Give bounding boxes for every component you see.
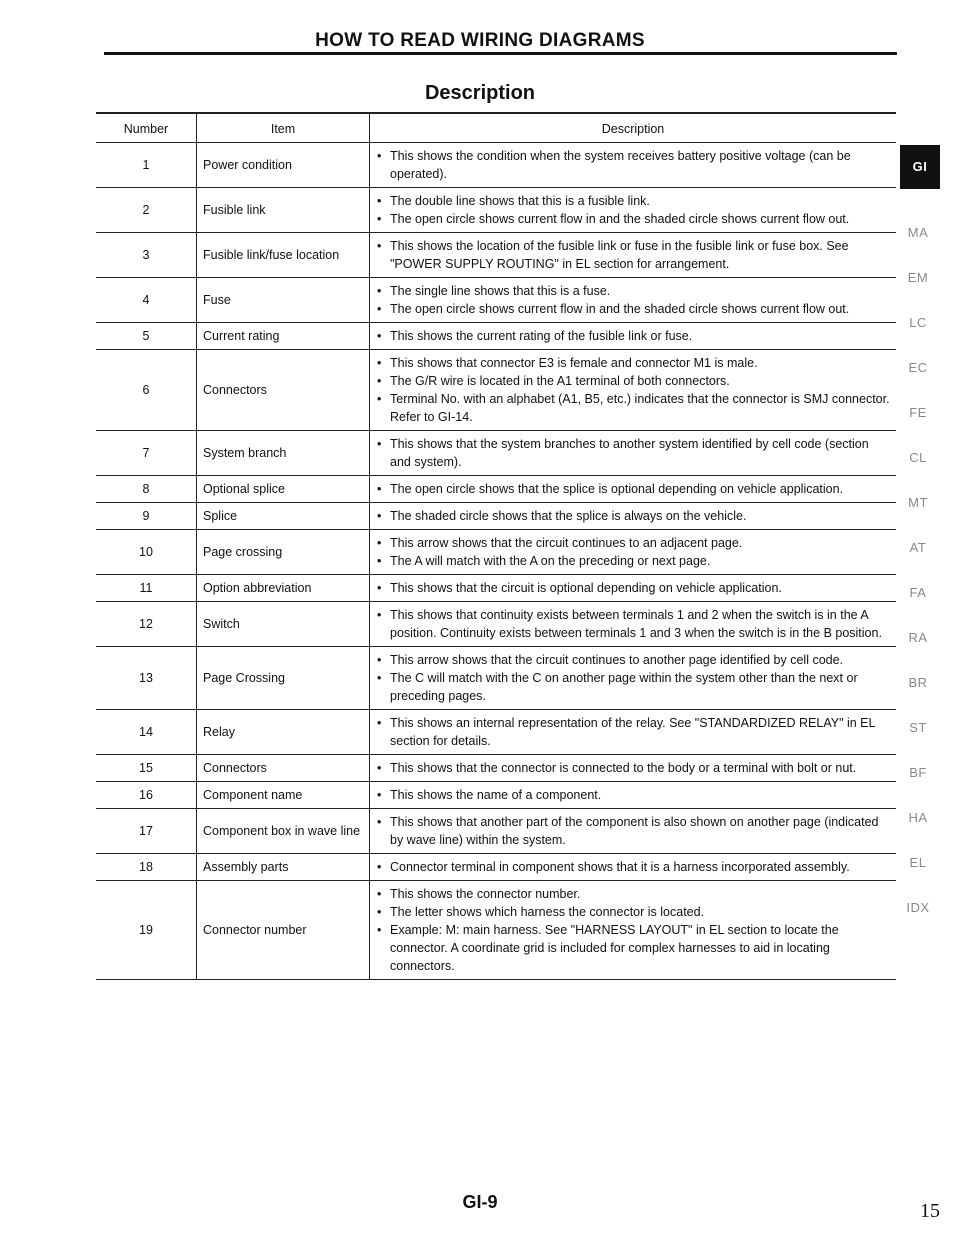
row-number: 10: [96, 530, 197, 575]
table-row: [96, 350, 896, 431]
description-bullet: • This arrow shows that the circuit continues to another page identified by cell code.: [376, 651, 890, 669]
description-bullet: • This shows that another part of the component is also shown on another page (indicated by wave line) within the system.: [376, 813, 890, 849]
row-description: [370, 530, 897, 575]
row-item: Relay: [197, 710, 370, 755]
table-body: [96, 143, 896, 980]
row-description: [370, 323, 897, 350]
description-bullet: • Example: M: main harness. See "HARNESS LAYOUT" in EL section to locate the connector. A coordinate grid is included for complex harnesses to aid in locating connectors.: [376, 921, 890, 975]
page-code: GI-9: [462, 1192, 498, 1212]
description-bullet: • This shows the current rating of the fusible link or fuse.: [376, 327, 890, 345]
section-tab-ec[interactable]: EC: [908, 360, 928, 375]
description-bullet: • This shows that connector E3 is female and connector M1 is male.: [376, 354, 890, 372]
description-bullets: [376, 606, 890, 642]
section-tab-st[interactable]: ST: [909, 720, 927, 735]
page-number: 15: [920, 1200, 940, 1222]
row-description: [370, 755, 897, 782]
description-bullets: [376, 885, 890, 975]
table-row: [96, 809, 896, 854]
description-bullet: • The G/R wire is located in the A1 terminal of both connectors.: [376, 372, 890, 390]
row-description: [370, 431, 897, 476]
row-description: [370, 575, 897, 602]
header-rule: [104, 52, 897, 55]
row-description: [370, 782, 897, 809]
row-item: System branch: [197, 431, 370, 476]
row-description: [370, 350, 897, 431]
row-number: 19: [96, 881, 197, 980]
description-bullets: [376, 282, 890, 318]
row-number: 3: [96, 233, 197, 278]
description-table: [96, 112, 896, 980]
description-bullets: [376, 192, 890, 228]
description-bullet: • The double line shows that this is a fusible link.: [376, 192, 890, 210]
table-row: [96, 647, 896, 710]
row-number: 18: [96, 854, 197, 881]
description-bullets: [376, 147, 890, 183]
section-tab-fe[interactable]: FE: [909, 405, 927, 420]
description-bullet: • This shows an internal representation of the relay. See "STANDARDIZED RELAY" in EL section for details.: [376, 714, 890, 750]
table-row: [96, 575, 896, 602]
description-bullets: [376, 759, 890, 777]
description-bullets: [376, 651, 890, 705]
description-bullet: • The C will match with the C on another page within the system other than the next or preceding pages.: [376, 669, 890, 705]
row-description: [370, 476, 897, 503]
row-item: Fusible link: [197, 188, 370, 233]
description-bullets: [376, 786, 890, 804]
row-number: 6: [96, 350, 197, 431]
description-bullets: [376, 714, 890, 750]
row-item: Component name: [197, 782, 370, 809]
row-description: [370, 854, 897, 881]
description-bullets: [376, 507, 890, 525]
description-bullets: [376, 435, 890, 471]
table-row: [96, 278, 896, 323]
row-description: [370, 143, 897, 188]
description-bullet: • The letter shows which harness the connector is located.: [376, 903, 890, 921]
table-row: [96, 881, 896, 980]
section-tab-em[interactable]: EM: [907, 270, 929, 285]
row-number: 14: [96, 710, 197, 755]
row-description: [370, 602, 897, 647]
row-description: [370, 710, 897, 755]
row-number: 9: [96, 503, 197, 530]
row-number: 12: [96, 602, 197, 647]
description-bullet: • The open circle shows current flow in and the shaded circle shows current flow out.: [376, 300, 890, 318]
description-bullet: • This shows the connector number.: [376, 885, 890, 903]
table-row: [96, 602, 896, 647]
section-tab-gi[interactable]: GI: [900, 145, 940, 189]
section-tab-br[interactable]: BR: [908, 675, 928, 690]
row-description: [370, 188, 897, 233]
table-row: [96, 503, 896, 530]
row-item: Connector number: [197, 881, 370, 980]
row-item: Page crossing: [197, 530, 370, 575]
section-tab-ma[interactable]: MA: [907, 225, 929, 240]
row-description: [370, 278, 897, 323]
row-description: [370, 503, 897, 530]
section-tab-cl[interactable]: CL: [909, 450, 927, 465]
description-bullet: • The single line shows that this is a fuse.: [376, 282, 890, 300]
row-item: Current rating: [197, 323, 370, 350]
table-header-row: [96, 113, 896, 143]
table-row: [96, 143, 896, 188]
page-header-title: HOW TO READ WIRING DIAGRAMS: [315, 30, 645, 51]
row-item: Connectors: [197, 350, 370, 431]
row-number: 2: [96, 188, 197, 233]
row-item: Optional splice: [197, 476, 370, 503]
description-bullet: • This shows that the circuit is optional depending on vehicle application.: [376, 579, 890, 597]
description-bullet: • This shows the condition when the system receives battery positive voltage (can be operated).: [376, 147, 890, 183]
row-item: Option abbreviation: [197, 575, 370, 602]
section-tab-ra[interactable]: RA: [908, 630, 928, 645]
column-header-number: Number: [96, 113, 197, 143]
description-bullets: [376, 579, 890, 597]
description-bullet: • This shows the location of the fusible link or fuse in the fusible link or fuse box. See "POWER SUPPLY ROUTING" in EL section for arrangement.: [376, 237, 890, 273]
row-number: 5: [96, 323, 197, 350]
description-bullet: • This shows that continuity exists between terminals 1 and 2 when the switch is in the A position. Continuity exists between terminals 1 and 3 when the switch is in the B position.: [376, 606, 890, 642]
row-number: 1: [96, 143, 197, 188]
description-bullets: [376, 237, 890, 273]
row-number: 17: [96, 809, 197, 854]
description-bullet: • This arrow shows that the circuit continues to an adjacent page.: [376, 534, 890, 552]
table-row: [96, 530, 896, 575]
table-row: [96, 233, 896, 278]
description-bullet: • This shows that the system branches to another system identified by cell code (section and system).: [376, 435, 890, 471]
description-bullet: • This shows that the connector is connected to the body or a terminal with bolt or nut.: [376, 759, 890, 777]
table-row: [96, 431, 896, 476]
row-description: [370, 647, 897, 710]
description-bullet: • Connector terminal in component shows that it is a harness incorporated assembly.: [376, 858, 890, 876]
section-tab-at[interactable]: AT: [909, 540, 927, 555]
description-bullet: • The open circle shows current flow in and the shaded circle shows current flow out.: [376, 210, 890, 228]
row-item: Assembly parts: [197, 854, 370, 881]
row-item: Page Crossing: [197, 647, 370, 710]
row-item: Component box in wave line: [197, 809, 370, 854]
column-header-item: Item: [197, 113, 370, 143]
table-row: [96, 476, 896, 503]
section-tab-idx[interactable]: IDX: [906, 900, 930, 915]
description-bullets: [376, 480, 890, 498]
table-row: [96, 755, 896, 782]
section-tab-mt[interactable]: MT: [908, 495, 928, 510]
row-number: 8: [96, 476, 197, 503]
description-bullet: • The shaded circle shows that the splice is always on the vehicle.: [376, 507, 890, 525]
table-row: [96, 854, 896, 881]
table-row: [96, 782, 896, 809]
row-description: [370, 809, 897, 854]
section-tab-bf[interactable]: BF: [909, 765, 927, 780]
description-bullet: • The open circle shows that the splice is optional depending on vehicle application.: [376, 480, 890, 498]
row-item: Fuse: [197, 278, 370, 323]
description-table-container: [96, 112, 896, 980]
row-item: Switch: [197, 602, 370, 647]
row-item: Connectors: [197, 755, 370, 782]
section-title: Description: [424, 82, 536, 104]
table-row: [96, 188, 896, 233]
table-row: [96, 710, 896, 755]
section-tab-fa[interactable]: FA: [909, 585, 927, 600]
row-number: 16: [96, 782, 197, 809]
section-tab-lc[interactable]: LC: [909, 315, 927, 330]
description-bullets: [376, 813, 890, 849]
column-header-description: Description: [370, 113, 897, 143]
section-tab-ha[interactable]: HA: [908, 810, 928, 825]
description-bullets: [376, 354, 890, 426]
row-item: Splice: [197, 503, 370, 530]
row-number: 4: [96, 278, 197, 323]
description-bullets: [376, 858, 890, 876]
description-bullets: [376, 327, 890, 345]
description-bullets: [376, 534, 890, 570]
row-item: Fusible link/fuse location: [197, 233, 370, 278]
row-description: [370, 233, 897, 278]
row-number: 15: [96, 755, 197, 782]
table-row: [96, 323, 896, 350]
row-item: Power condition: [197, 143, 370, 188]
section-tab-el[interactable]: EL: [909, 855, 927, 870]
description-bullet: • This shows the name of a component.: [376, 786, 890, 804]
row-number: 11: [96, 575, 197, 602]
row-description: [370, 881, 897, 980]
description-bullet: • Terminal No. with an alphabet (A1, B5, etc.) indicates that the connector is SMJ connector. Refer to GI-14.: [376, 390, 890, 426]
description-bullet: • The A will match with the A on the preceding or next page.: [376, 552, 890, 570]
row-number: 13: [96, 647, 197, 710]
row-number: 7: [96, 431, 197, 476]
